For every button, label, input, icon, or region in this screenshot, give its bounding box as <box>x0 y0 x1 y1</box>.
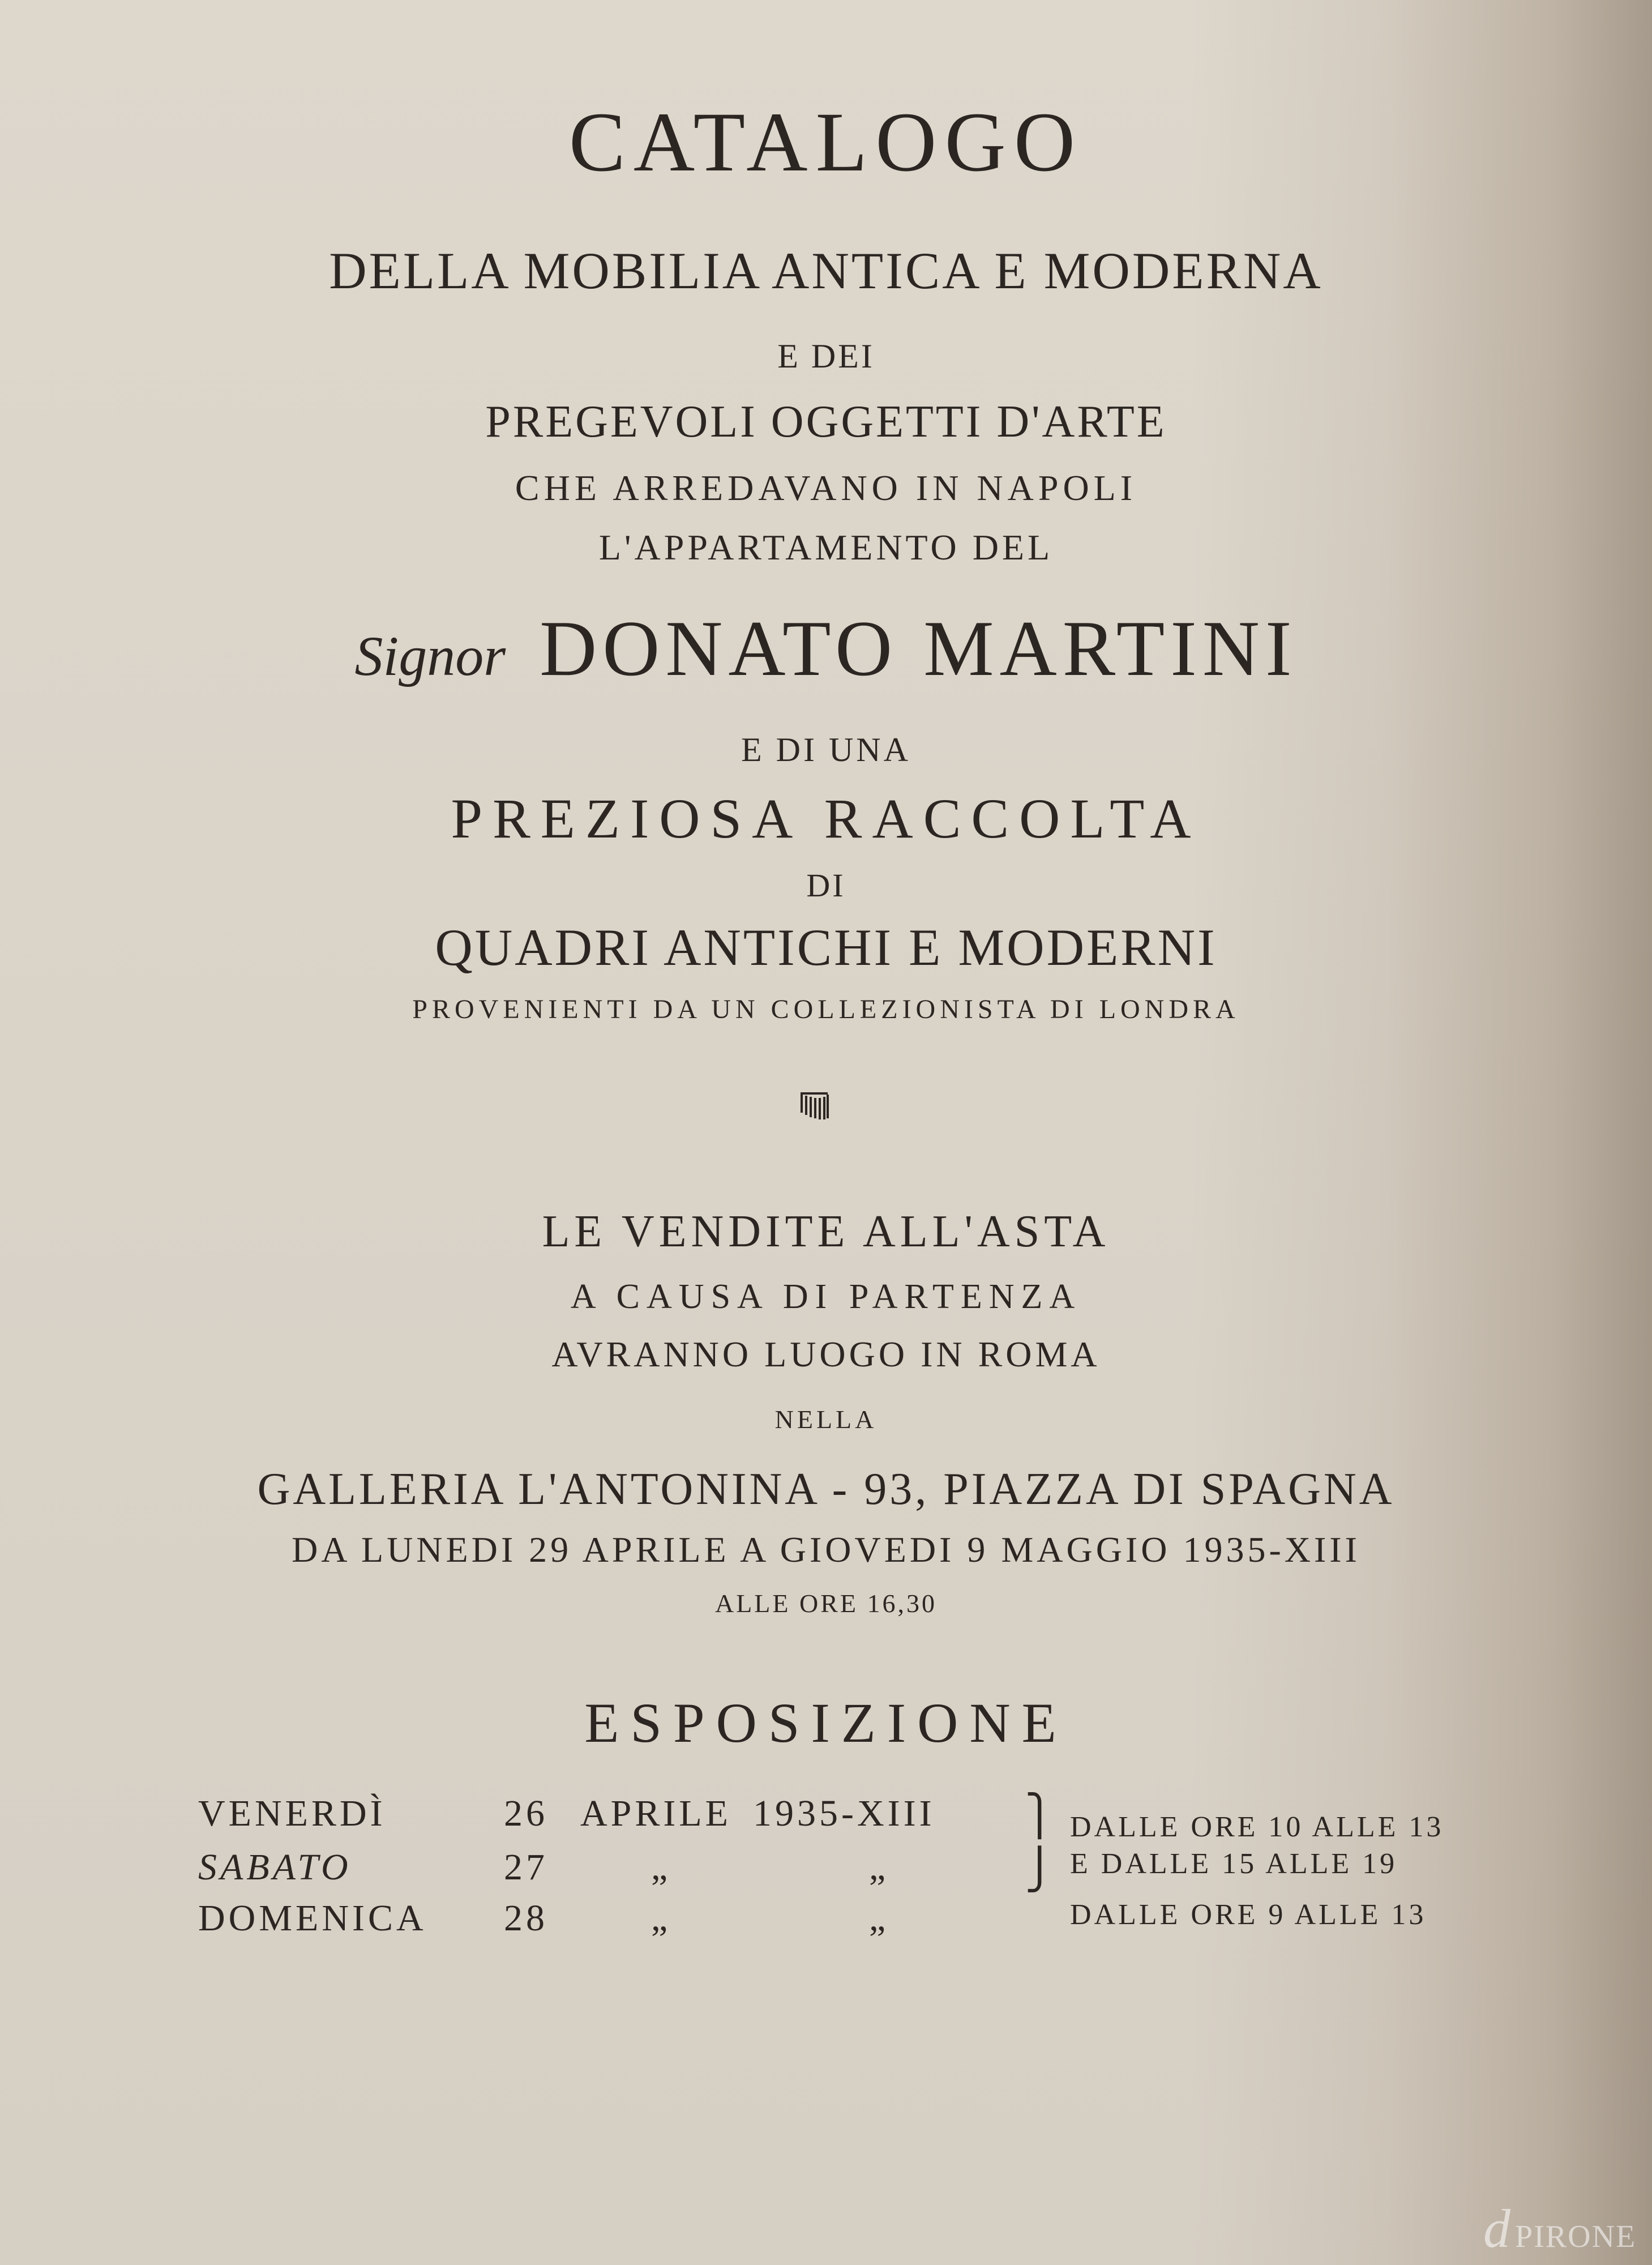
exhibition-date: 26 <box>504 1793 548 1834</box>
subtitle-naples: CHE ARREDAVANO IN NAPOLI <box>515 468 1137 508</box>
ditto-mark: „ <box>869 1847 889 1888</box>
ditto-mark: „ <box>651 1898 671 1939</box>
subtitle-art-objects: PREGEVOLI OGGETTI D'ARTE <box>485 397 1167 447</box>
watermark-text: PIRONE <box>1515 2219 1637 2254</box>
pirone-logo-icon: d <box>1483 2198 1512 2259</box>
exhibition-hours: DALLE ORE 9 ALLE 13 <box>1070 1899 1427 1931</box>
exhibition-year: 1935-XIII <box>753 1793 935 1834</box>
subtitle-apartment: L'APPARTAMENTO DEL <box>598 527 1054 567</box>
owner-name: DONATO MARTINI <box>540 605 1298 693</box>
auction-dates: DA LUNEDI 29 APRILE A GIOVEDI 9 MAGGIO 1935-XIII <box>292 1529 1360 1570</box>
ditto-mark: „ <box>869 1898 889 1939</box>
subtitle-paintings: QUADRI ANTICHI E MODERNI <box>435 918 1217 976</box>
auction-time: ALLE ORE 16,30 <box>714 1589 937 1618</box>
subtitle-e-dei: E DEI <box>777 337 875 375</box>
exhibition-month: APRILE <box>580 1793 731 1834</box>
owner-heading <box>0 603 1652 694</box>
auction-reason: A CAUSA DI PARTENZA <box>570 1277 1082 1316</box>
exhibition-day: VENERDÌ <box>198 1793 386 1834</box>
ditto-mark: „ <box>651 1847 671 1888</box>
exhibition-day: DOMENICA <box>198 1898 427 1939</box>
subtitle-provenance: PROVENIENTI DA UN COLLEZIONISTA DI LONDRA <box>412 994 1240 1024</box>
subtitle-di: DI <box>806 867 846 904</box>
subtitle-furniture: DELLA MOBILIA ANTICA E MODERNA <box>329 242 1323 300</box>
owner-honorific: Signor <box>354 625 506 687</box>
subtitle-e-di-una: E DI UNA <box>741 731 911 768</box>
exhibition-heading: ESPOSIZIONE <box>584 1691 1068 1754</box>
catalogue-title: CATALOGO <box>568 95 1084 189</box>
exhibition-hours: DALLE ORE 10 ALLE 13 <box>1070 1811 1444 1843</box>
brace-top-icon: ⎫ <box>1025 1794 1055 1838</box>
brace-bottom-icon: ⎭ <box>1025 1848 1055 1892</box>
auction-nella: NELLA <box>774 1405 878 1434</box>
exhibition-hours: E DALLE 15 ALLE 19 <box>1070 1848 1398 1880</box>
pirone-watermark <box>1483 2197 1636 2260</box>
exhibition-day: SABATO <box>198 1847 352 1888</box>
subtitle-collection: PREZIOSA RACCOLTA <box>451 787 1201 850</box>
exhibition-date: 28 <box>504 1898 548 1939</box>
auction-heading: LE VENDITE ALL'ASTA <box>542 1207 1110 1257</box>
exhibition-date: 27 <box>504 1847 548 1888</box>
auction-location: AVRANNO LUOGO IN ROMA <box>551 1334 1101 1374</box>
auction-venue: GALLERIA L'ANTONINA - 93, PIAZZA DI SPAGNA <box>257 1464 1395 1514</box>
printer-mark-icon <box>798 1090 830 1122</box>
